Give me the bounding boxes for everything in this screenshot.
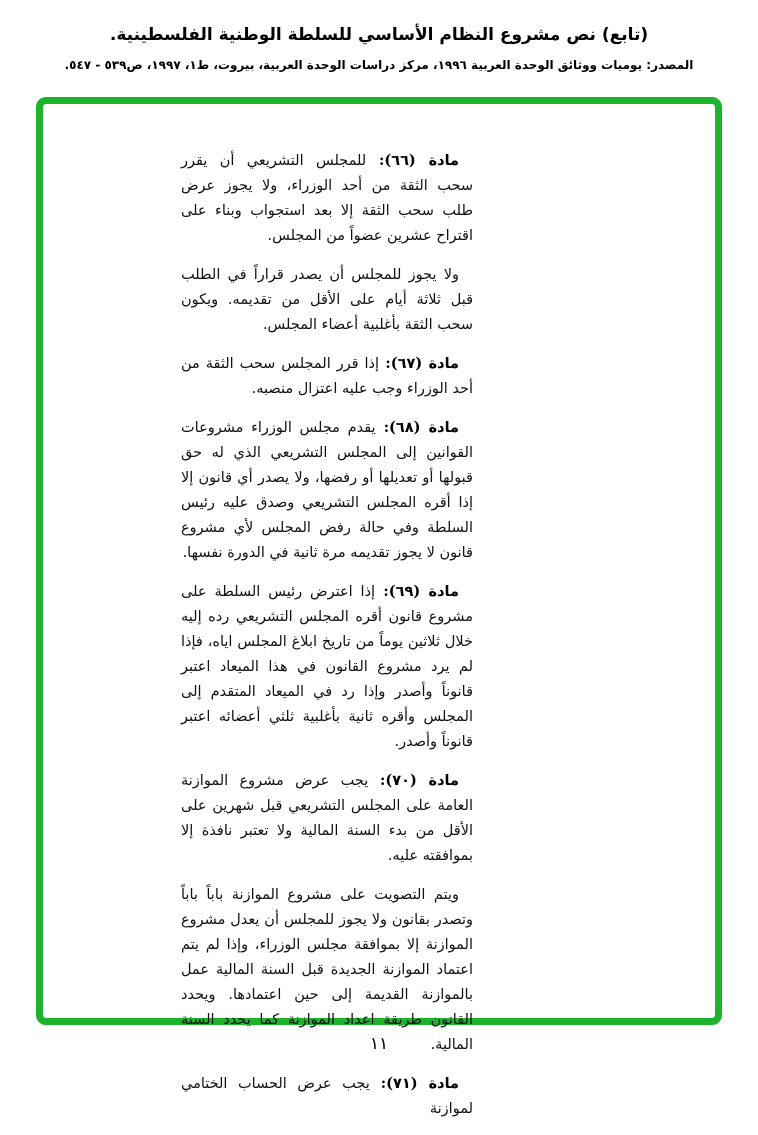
article-67-paragraph [181,351,473,402]
document-title: (تابع) نص مشروع النظام الأساسي للسلطة الوطنية الفلسطينية. [109,25,649,45]
article-70-paragraph-1 [181,768,473,869]
article-66-label: مادة (٦٦): [379,152,459,169]
article-68-paragraph [181,415,473,566]
article-66-paragraph-2 [181,262,473,338]
article-67-label: مادة (٦٧): [385,355,459,372]
article-text-column [181,148,473,1135]
article-66-text: للمجلس التشريعي أن يقرر سحب الثقة من أحد الوزراء، ولا يجوز عرض طلب سحب الثقة إلا بعد استجواب وبناء على اقتراح عشرين عضواً من المجلس. [181,153,473,244]
article-66-paragraph-1 [181,148,473,249]
article-70b-text: ويتم التصويت على مشروع الموازنة باباً باباً وتصدر بقانون ولا يجوز للمجلس أن يعدل مشروع الموازنة إلا بموافقة مجلس الوزراء، وإذا لم يتم اعتماد الموازنة الجديدة قبل السنة المالية عمل بالموازنة القديمة إلى حين اعتمادها. ويحدد القانون طريقة اعداد الموازنة كما يحدد السنة المالية. [181,887,473,1053]
article-70-label: مادة (٧٠): [380,772,459,789]
article-70-text: يجب عرض مشروع الموازنة العامة على المجلس التشريعي قبل شهرين على الأقل من بدء السنة المالية ولا تعتبر نافذة إلا بموافقته عليه. [181,773,473,864]
page-number: ١١ [369,1034,389,1054]
article-71-text: يجب عرض الحساب الختامي لموازنة [181,1076,473,1117]
article-68-text: يقدم مجلس الوزراء مشروعات القوانين إلى المجلس التشريعي الذي له حق قبولها أو تعديلها أو رفضها، ولا يصدر أي قانون إلا إذا أقره المجلس التشريعي وصدق عليه رئيس السلطة وفي حالة رفض المجلس لأي مشروع قانون لا يجوز تقديمه مرة ثانية في الدورة نفسها. [181,420,473,561]
article-68-label: مادة (٦٨): [383,419,459,436]
article-71-label: مادة (٧١): [380,1075,459,1092]
article-69-text: إذا اعترض رئيس السلطة على مشروع قانون أقره المجلس التشريعي رده إليه خلال ثلاثين يوماً من تاريخ ابلاغ المجلس اياه، فإذا لم يرد مشروع القانون في هذا الميعاد اعتبر قانوناً وأصدر وإذا رد في الميعاد المتقدم إلى المجلس وأقره ثانية بأغلبية ثلثي أعضائه اعتبر قانوناً وأصدر. [181,584,473,750]
source-citation: المصدر: يوميات ووثائق الوحدة العربية ١٩٩٦، مركز دراسات الوحدة العربية، بيروت، ط١، ١٩٩٧، ص٥٣٩ - ٥٤٧. [64,58,694,72]
article-67-text: إذا قرر المجلس سحب الثقة من أحد الوزراء وجب عليه اعتزال منصبه. [181,356,473,397]
article-69-label: مادة (٦٩): [383,583,459,600]
article-71-paragraph [181,1071,473,1122]
article-69-paragraph [181,579,473,755]
article-66b-text: ولا يجوز للمجلس أن يصدر قراراً في الطلب قبل ثلاثة أيام على الأقل من تقديمه. ويكون سحب الثقة بأغلبية أعضاء المجلس. [181,267,473,333]
page-header [0,22,758,74]
article-70-paragraph-2 [181,882,473,1058]
